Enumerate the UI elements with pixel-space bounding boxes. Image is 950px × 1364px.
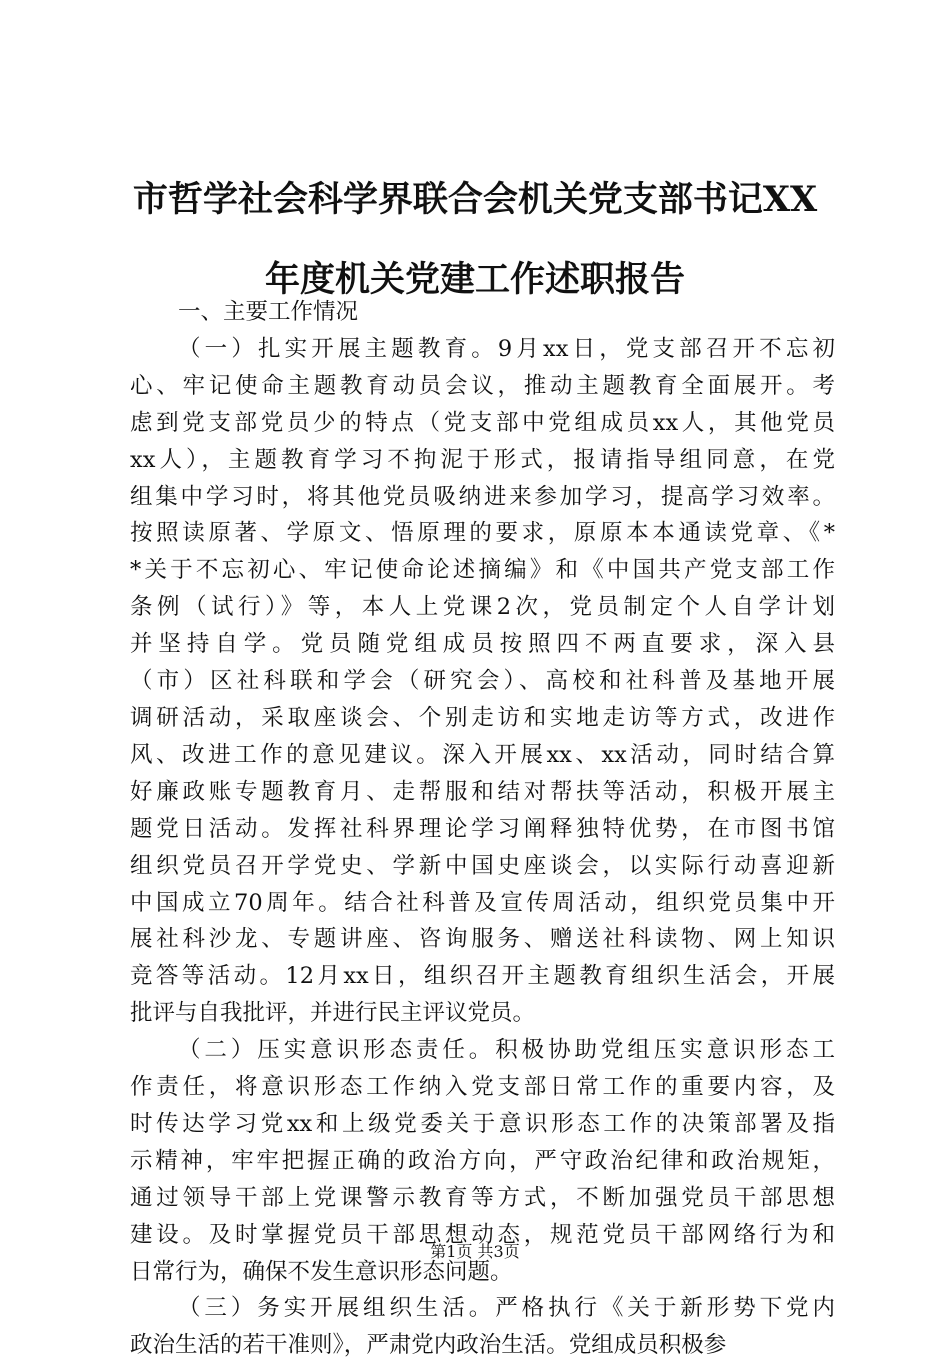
paragraph-line: 虑到党支部党员少的特点（党支部中党组成员xx人，其他党员 (130, 409, 835, 436)
paragraph-line: 中国成立70周年。结合社科普及宣传周活动，组织党员集中开 (130, 889, 835, 916)
paragraph-line: 时传达学习党xx和上级党委关于意识形态工作的决策部署及指 (130, 1110, 835, 1137)
paragraph-line: *关于不忘初心、牢记使命论述摘编》和《中国共产党支部工作 (130, 557, 835, 584)
paragraph-line: 题党日活动。发挥社科界理论学习阐释独特优势，在市图书馆 (130, 815, 835, 842)
document-body (130, 294, 835, 1364)
paragraph-line: （市）区社科联和学会（研究会）、高校和社科普及基地开展 (130, 668, 835, 695)
paragraph-line: 展社科沙龙、专题讲座、咨询服务、赠送社科读物、网上知识 (130, 926, 835, 953)
paragraph-line: 好廉政账专题教育月、走帮服和结对帮扶等活动，积极开展主 (130, 778, 835, 805)
section-heading: 一、主要工作情况 (178, 299, 359, 325)
paragraph-line: 通过领导干部上党课警示教育等方式，不断加强党员干部思想 (130, 1184, 835, 1211)
paragraph-line: 组集中学习时，将其他党员吸纳进来参加学习，提高学习效率。 (130, 483, 835, 510)
paragraph-line: 组织党员召开学党史、学新中国史座谈会，以实际行动喜迎新 (130, 852, 835, 879)
paragraph-line: 日常行为，确保不发生意识形态问题。 (130, 1258, 513, 1285)
title-line-1: 市哲学社会科学界联合会机关党支部书记XX (132, 179, 818, 220)
paragraph-line: 心、牢记使命主题教育动员会议，推动主题教育全面展开。考 (130, 372, 835, 399)
title-line-2: 年度机关党建工作述职报告 (264, 259, 685, 300)
page-footer: 第1页 共3页 (430, 1242, 520, 1261)
paragraph-3 (130, 1290, 835, 1364)
paragraph-line: 条例（试行）》等，本人上党课2次，党员制定个人自学计划 (130, 594, 835, 621)
paragraph-line: 批评与自我批评，并进行民主评议党员。 (130, 1000, 536, 1027)
paragraph-line: 政治生活的若干准则》，严肃党内政治生活。党组成员积极参 (130, 1332, 727, 1359)
paragraph-1 (130, 331, 835, 1032)
paragraph-line: 建设。及时掌握党员干部思想动态，规范党员干部网络行为和 (130, 1221, 835, 1248)
paragraph-line: 作责任，将意识形态工作纳入党支部日常工作的重要内容，及 (130, 1074, 835, 1101)
paragraph-line: xx人），主题教育学习不拘泥于形式，报请指导组同意，在党 (130, 446, 835, 473)
paragraph-line: （二）压实意识形态责任。积极协助党组压实意识形态工 (178, 1037, 835, 1064)
paragraph-line: 调研活动，采取座谈会、个别走访和实地走访等方式，改进作 (130, 704, 835, 731)
paragraph-line: 并坚持自学。党员随党组成员按照四不两直要求，深入县 (130, 631, 835, 658)
paragraph-line: 风、改进工作的意见建议。深入开展xx、xx活动，同时结合算 (130, 741, 835, 768)
paragraph-line: （三）务实开展组织生活。严格执行《关于新形势下党内 (178, 1295, 835, 1322)
paragraph-line: 按照读原著、学原文、悟原理的要求，原原本本通读党章、《* (130, 520, 835, 547)
paragraph-line: （一）扎实开展主题教育。9月xx日，党支部召开不忘初 (178, 335, 835, 362)
paragraph-line: 示精神，牢牢把握正确的政治方向，严守政治纪律和政治规矩， (130, 1147, 835, 1174)
paragraph-line: 竞答等活动。12月xx日，组织召开主题教育组织生活会，开展 (130, 963, 835, 990)
